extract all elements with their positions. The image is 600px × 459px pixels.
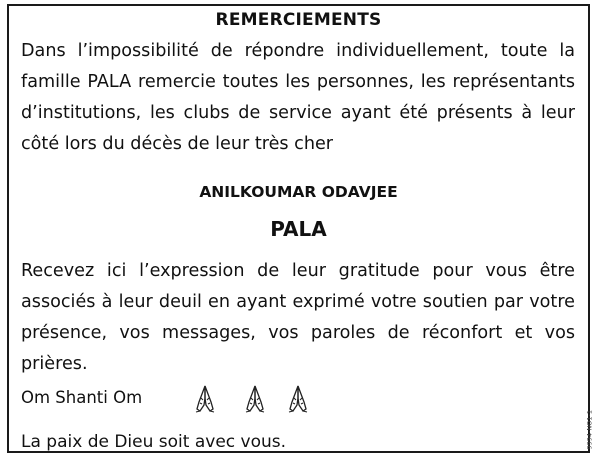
prayer-hands-row <box>194 385 324 415</box>
om-shanti-blessing: Om Shanti Om <box>21 388 143 407</box>
deceased-surname: PALA <box>270 217 327 241</box>
praying-hands-icon <box>194 385 216 413</box>
remerciements-notice <box>7 4 593 453</box>
praying-hands-icon <box>287 385 309 413</box>
praying-hands-icon <box>244 385 266 413</box>
gratitude-paragraph: Recevez ici l’expression de leur gratitude pour vous être associés à leur deuil en ayant exprimé votre soutien par votre présence, vos messages, vos paroles de réconfort et vos prières. <box>21 261 575 374</box>
deceased-first-names: ANILKOUMAR ODAVJEE <box>199 183 398 201</box>
intro-paragraph: Dans l’impossibilité de répondre individuellement, toute la famille PALA remercie toutes les personnes, les représentants d’institutions, les clubs de service ayant été présents à leur côté lors du décès de leur très cher <box>21 41 575 154</box>
notice-title: REMERCIEMENTS <box>215 10 382 30</box>
closing-line: La paix de Dieu soit avec vous. <box>21 432 287 452</box>
reference-code: 9994-NO1-1 <box>585 410 593 450</box>
